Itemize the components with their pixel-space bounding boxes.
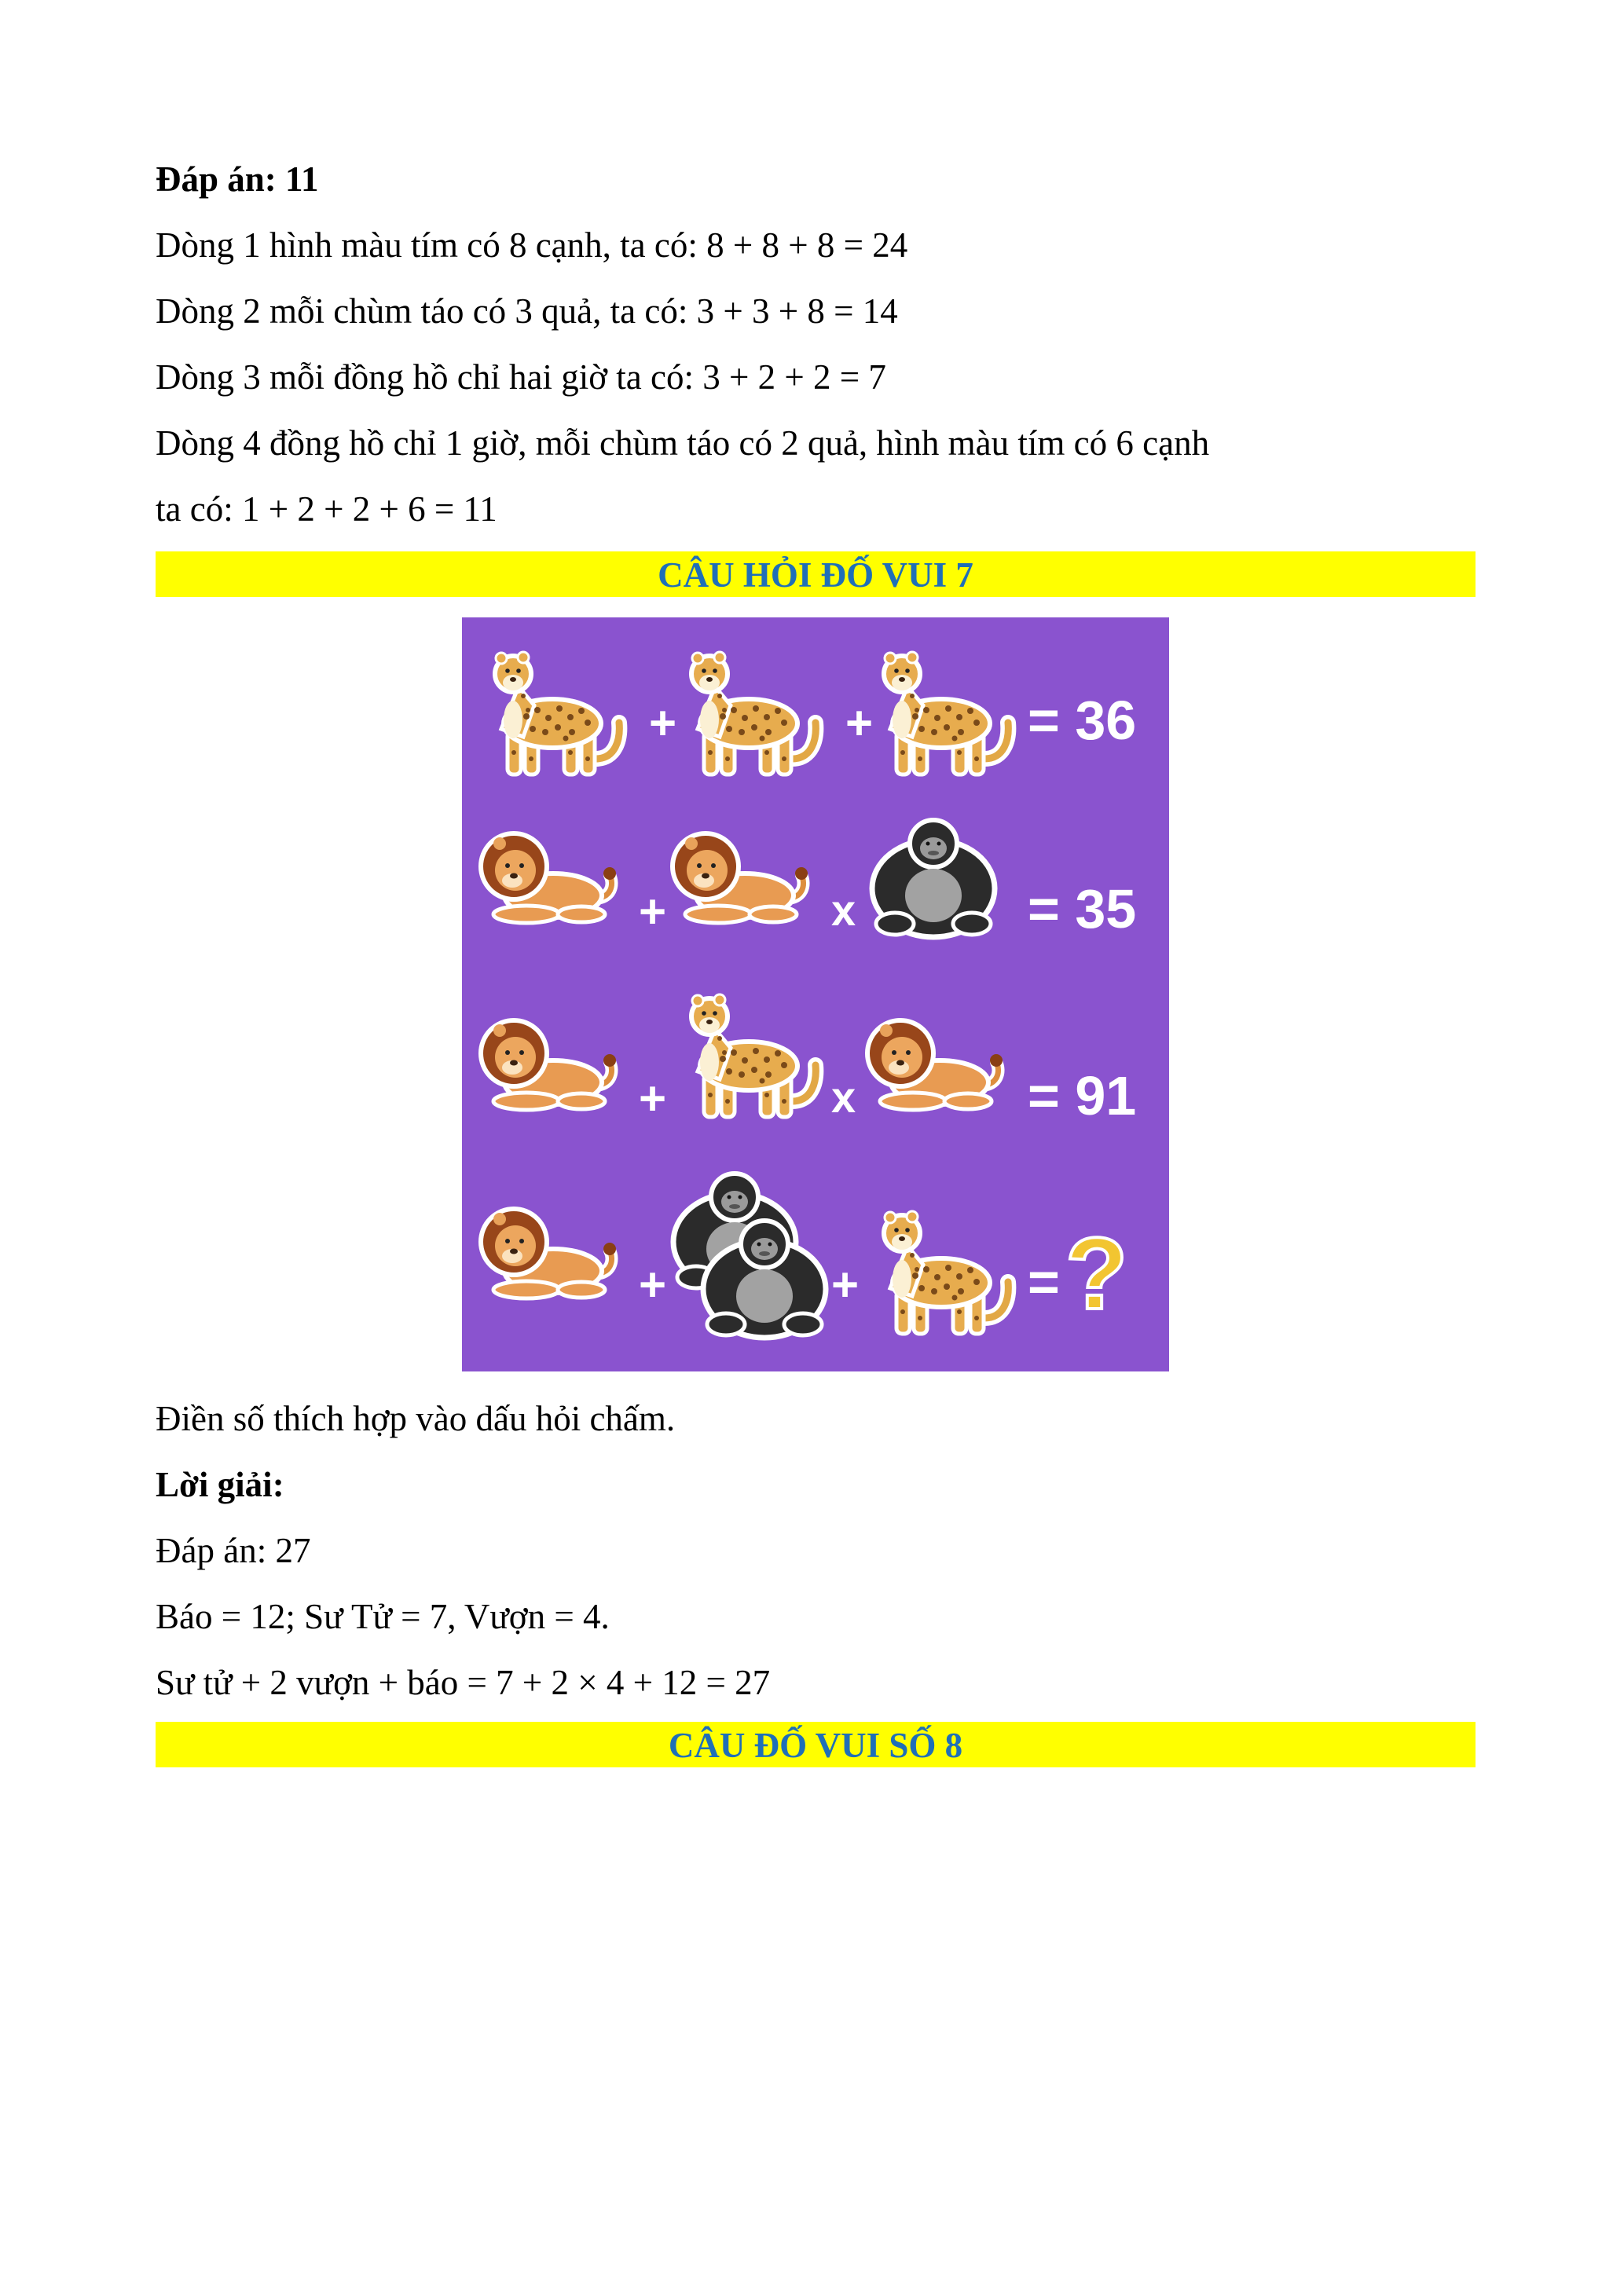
lion-icon [673,833,808,923]
puzzle-row-1 [495,652,1136,774]
answer-line-4: Dòng 4 đồng hồ chỉ 1 giờ, mỗi chùm táo có 2 quả, hình màu tím có 6 cạnh [156,423,1210,463]
row-result: = 35 [1028,878,1137,939]
answer-line-5: ta có: 1 + 2 + 2 + 6 = 11 [156,489,497,529]
leopard-icon [691,652,816,774]
puzzle-row-2 [481,820,1136,939]
answer-line-2: Dòng 2 mỗi chùm táo có 3 quả, ta có: 3 + 3 + 8 = 14 [156,291,898,331]
solution-heading: Lời giải: [156,1465,284,1504]
operator-icon: + [639,1258,667,1311]
gorilla-icon [872,820,995,937]
row-result: = 91 [1028,1065,1137,1126]
question-text: Điền số thích hợp vào dấu hỏi chấm. [156,1399,676,1438]
operator-icon: + [845,697,874,749]
puzzle-image [462,617,1169,1371]
leopard-icon [884,652,1008,774]
operator-icon: + [831,1258,860,1311]
solution-line-2: Báo = 12; Sư Tử = 7, Vượn = 4. [156,1597,610,1636]
answer-heading: Đáp án: 11 [156,159,319,199]
lion-icon [481,833,616,923]
leopard-icon [884,1211,1008,1334]
operator-icon: + [649,697,677,749]
lion-icon [867,1020,1003,1110]
lion-icon [481,1209,616,1298]
question-mark-icon: ? [1065,1216,1128,1331]
section-banner-8: CÂU ĐỐ VUI SỐ 8 [156,1722,1476,1767]
solution-line-3: Sư tử + 2 vượn + báo = 7 + 2 × 4 + 12 = 27 [156,1663,771,1702]
answer-line-1: Dòng 1 hình màu tím có 8 cạnh, ta có: 8 + 8 + 8 = 24 [156,225,908,265]
leopard-icon [495,652,619,774]
row-result: = [1028,1251,1060,1313]
solution-line-1: Đáp án: 27 [156,1531,311,1570]
operator-icon: + [639,885,667,938]
puzzle-row-3 [481,994,1136,1126]
operator-icon: x [831,1072,856,1122]
answer-line-3: Dòng 3 mỗi đồng hồ chỉ hai giờ ta có: 3 + 2 + 2 = 7 [156,357,886,397]
section-banner-7: CÂU HỎI ĐỐ VUI 7 [156,551,1476,597]
lion-icon [481,1020,616,1110]
operator-icon: x [831,885,856,935]
row-result: = 36 [1028,690,1137,751]
leopard-icon [691,994,816,1117]
operator-icon: + [639,1072,667,1125]
puzzle-row-4 [481,1174,1127,1338]
